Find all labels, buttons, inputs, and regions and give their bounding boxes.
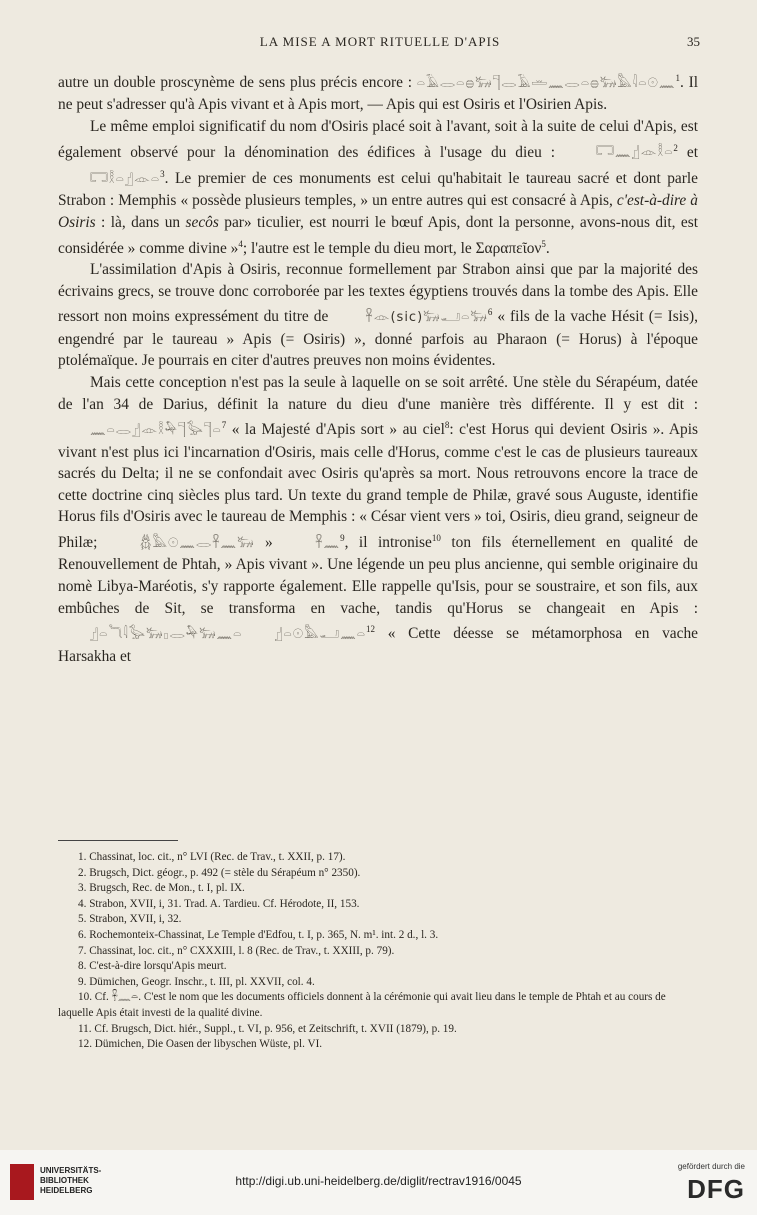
footnote (58, 1037, 698, 1053)
text-run: : c'est Horus qui devient Osiris ». Apis vivant n'est plus ici l'incarnation d'Osiris, mais celle d'Horus, comme c'est le cas de plusieurs taureaux sacrés du Delta; il ne se confondait avec Osiris qu'après sa mort. Nous retrouvons encore la trace de cette doctrine cinq siècles plus tard. Un texte du grand temple de Philæ, gravé sous Auguste, identifie Horus fils d'Osiris avec le taureau de Memphis : « César vient vers » toi, Osiris, dieu grand, seigneur de Philæ; (58, 421, 698, 552)
footnote-text: Strabon, XVII, i, 32. (89, 913, 182, 926)
page-number: 35 (687, 34, 700, 49)
footnote-text: Rochemonteix-Chassinat, Le Temple d'Edfou, t. I, p. 365, N. m¹. int. 2 d., l. 3. (89, 928, 439, 941)
footnote (58, 959, 698, 975)
footnote (58, 975, 698, 991)
hieroglyph-group: 𓆣𓅓𓇳𓈖𓂋𓋹𓈖𓃒 (139, 535, 255, 551)
footnote-text: Chassinat, loc. cit., n° LVI (Rec. de Trav., t. XXII, p. 17). (89, 851, 346, 863)
text-run: par» ticulier, est nourri le bœuf Apis, dont la personne, avons-nous dit, est considérée » comme divine » (58, 213, 698, 257)
footnote-ref: 6 (487, 307, 493, 318)
hieroglyph-group: 𓋹𓈖 (315, 535, 341, 551)
footnote (58, 1022, 698, 1038)
footnote-ref: 2 (673, 142, 678, 153)
footnote (58, 881, 698, 897)
footnote-number: 5. (78, 913, 90, 926)
text-run: . Le premier de ces monuments est celui qu'habitait le taureau sacré et dont parle Strabon : Memphis « possède plusieurs temples, » un entre autres qui est consacré à Apis, (58, 170, 698, 210)
text-run: Le même emploi significatif du nom d'Osiris placé soit à l'avant, soit à la suite de celui d'Apis, est également observé pour la dénomination des édifices à l'usage du dieu : (58, 117, 698, 161)
footnote-number: 12. (78, 1038, 95, 1051)
running-title: LA MISE A MORT RITUELLE D'APIS (259, 34, 501, 49)
footnote-ref: 1 (675, 73, 680, 83)
footnote (58, 928, 698, 944)
hieroglyph-group: 𓈖𓂋𓏏𓐍𓃒𓅓𓇋𓏏𓇳𓈖 (547, 75, 676, 91)
hieroglyph-group: 𓉐𓎛𓏏𓊨𓁹𓏏 (90, 171, 161, 187)
page-header (60, 34, 700, 54)
text-run: , il intronise (344, 534, 432, 552)
footnote (58, 990, 698, 1021)
hieroglyph-group: 𓈖𓏏𓂋𓊨𓁹𓎛𓅆𓊹𓅭𓊹𓏏 (90, 423, 222, 439)
footnote (58, 897, 698, 913)
footnote-ref: 7 (221, 420, 227, 431)
footnote-number: 10. (78, 991, 95, 1004)
hieroglyph-group: 𓊨𓏏𓇳𓅓𓂝𓈖𓏏 (274, 626, 367, 642)
footnote-text: Dümichen, Die Oasen der libyschen Wüste, pl. VI. (94, 1038, 323, 1051)
paragraph (58, 116, 698, 259)
footnote-ref: 4 (238, 238, 243, 249)
footnote (58, 944, 698, 960)
footnote-rule (58, 840, 178, 841)
italic-run: c'est-à-dire à Osiris (58, 192, 698, 231)
dfg-logo: DFG (687, 1174, 745, 1204)
footnote-number: 4. (78, 897, 90, 910)
footnote-number: 6. (78, 928, 90, 941)
footnote-ref: 5 (541, 238, 546, 249)
viewer-footer (0, 1150, 757, 1215)
footnotes (58, 850, 698, 1053)
italic-run: secôs (185, 213, 219, 231)
footnote (58, 866, 698, 882)
footnote-text: C'est-à-dire lorsqu'Apis meurt. (89, 960, 227, 973)
text-run: . (545, 239, 550, 257)
body-text (58, 68, 698, 667)
text-run: : là, dans un (95, 213, 186, 231)
footnote-ref: 12 (366, 624, 376, 635)
footnote (58, 850, 698, 866)
footnote (58, 912, 698, 928)
footnote-number: 8. (78, 960, 90, 973)
footnote-ref: 8 (444, 420, 450, 431)
footnote-text: Strabon, XVII, i, 31. Trad. A. Tardieu. Cf. Hérodote, II, 153. (89, 897, 360, 910)
text-run: « fils de la vache Hésit (= Isis), engendré par le taureau » Apis (= Osiris) », donné parfois au Pharaon (= Horus) à l'époque ptolémaïque. Je pourrais en citer d'autres preuves non moins évidentes. (58, 308, 698, 370)
text-run: . Il ne peut s'adresser qu'à Apis vivant et à Apis mort, — Apis qui est Osiris et l'Osirien Apis. (58, 74, 698, 114)
footnote-ref: 10 (431, 532, 441, 543)
footnote-text: Dümichen, Geogr. Inschr., t. III, pl. XXVII, col. 4. (89, 975, 315, 988)
footnote-number: 7. (78, 944, 90, 957)
text-run: ; l'autre est le temple du dieu mort, le Σαραπεῖον (242, 239, 542, 257)
paragraph (58, 68, 698, 116)
footnote-text: Cf. 𓋹𓈖𓏏. C'est le nom que les documents officiels donnent à la cérémonie qui avait lieu dans le temple de Phtah et au cours de laquelle Apis était investi de la qualité divine. (58, 991, 666, 1019)
paragraph (58, 259, 698, 372)
text-run: « Cette déesse se métamorphosa en vache Harsakha et (58, 625, 698, 665)
dfg-label: gefördert durch die (677, 1162, 745, 1171)
logo-line: HEIDELBERG (40, 1186, 93, 1195)
hieroglyph-group: 𓉐𓈖𓊨𓁹𓎛𓏏 (595, 145, 674, 161)
logo-line: UNIVERSITÄTS- (40, 1166, 102, 1175)
text-run: et (677, 143, 698, 161)
text-run: » (254, 534, 284, 552)
footnote-text: Brugsch, Rec. de Mon., t. I, pl. IX. (89, 882, 245, 895)
logo-line: BIBLIOTHEK (40, 1176, 89, 1185)
footnote-number: 3. (78, 882, 90, 895)
footnote-number: 11. (78, 1022, 95, 1035)
footnote-number: 1. (78, 851, 90, 863)
footnote-text: Cf. Brugsch, Dict. hiér., Suppl., t. VI, p. 956, et Zeitschrift, t. XVII (1879), p. 19. (94, 1022, 457, 1035)
hieroglyph-group: 𓏏𓄿𓂋𓏏𓐍𓃒𓊹𓂋𓄿𓏛 (416, 75, 548, 91)
footnote-ref: 3 (160, 168, 165, 179)
text-run: L'assimilation d'Apis à Osiris, reconnue formellement par Strabon ainsi que par la majorité des écrivains grecs, se trouve donc corroborée par les textes égyptiens trouvés dans la tombe des Apis. Elle ressort non moins expressément du titre de (58, 261, 698, 326)
footnote-text: Chassinat, loc. cit., n° CXXXIII, l. 8 (Rec. de Trav., t. XXIII, p. 79). (89, 944, 395, 957)
page-url[interactable]: http://digi.ub.uni-heidelberg.de/diglit/rectrav1916/0045 (235, 1174, 522, 1188)
hieroglyph-group: 𓊨𓏏𓆓𓇋𓅭𓃒𓊪𓂋𓅆𓃒𓈖𓏏 (90, 626, 243, 642)
hieroglyph-group: 𓋹𓁹(sic)𓃒𓂝𓏏𓃒 (365, 310, 488, 326)
text-run: « la Majesté d'Apis sort » au ciel (226, 421, 445, 439)
text-run: ton fils éternellement en qualité de Renouvellement de Phtah, » Apis vivant ». Une légende un peu plus ancienne, qui semble originaire du nomè Libya-Maréotis, s'y rapporte également. Elle rappelle qu'Isis, pour se soustraire, et son fils, aux embûches de Sit, se transforma en vache, tandis qu'Horus se changeait en Apis : (58, 534, 698, 617)
text-run: Mais cette conception n'est pas la seule à laquelle on se soit arrêté. Une stèle du Sérapéum, datée de l'an 34 de Darius, définit la nature du dieu d'une manière très différente. Il y est dit : (58, 374, 698, 413)
footnote-number: 2. (78, 866, 90, 879)
text-run: autre un double proscynème de sens plus précis encore : (58, 74, 417, 92)
footnote-number: 9. (78, 975, 90, 988)
paragraph (58, 372, 698, 667)
footnote-text: Brugsch, Dict. géogr., p. 492 (= stèle du Sérapéum n° 2350). (89, 866, 361, 879)
footnote-ref: 9 (340, 532, 345, 543)
